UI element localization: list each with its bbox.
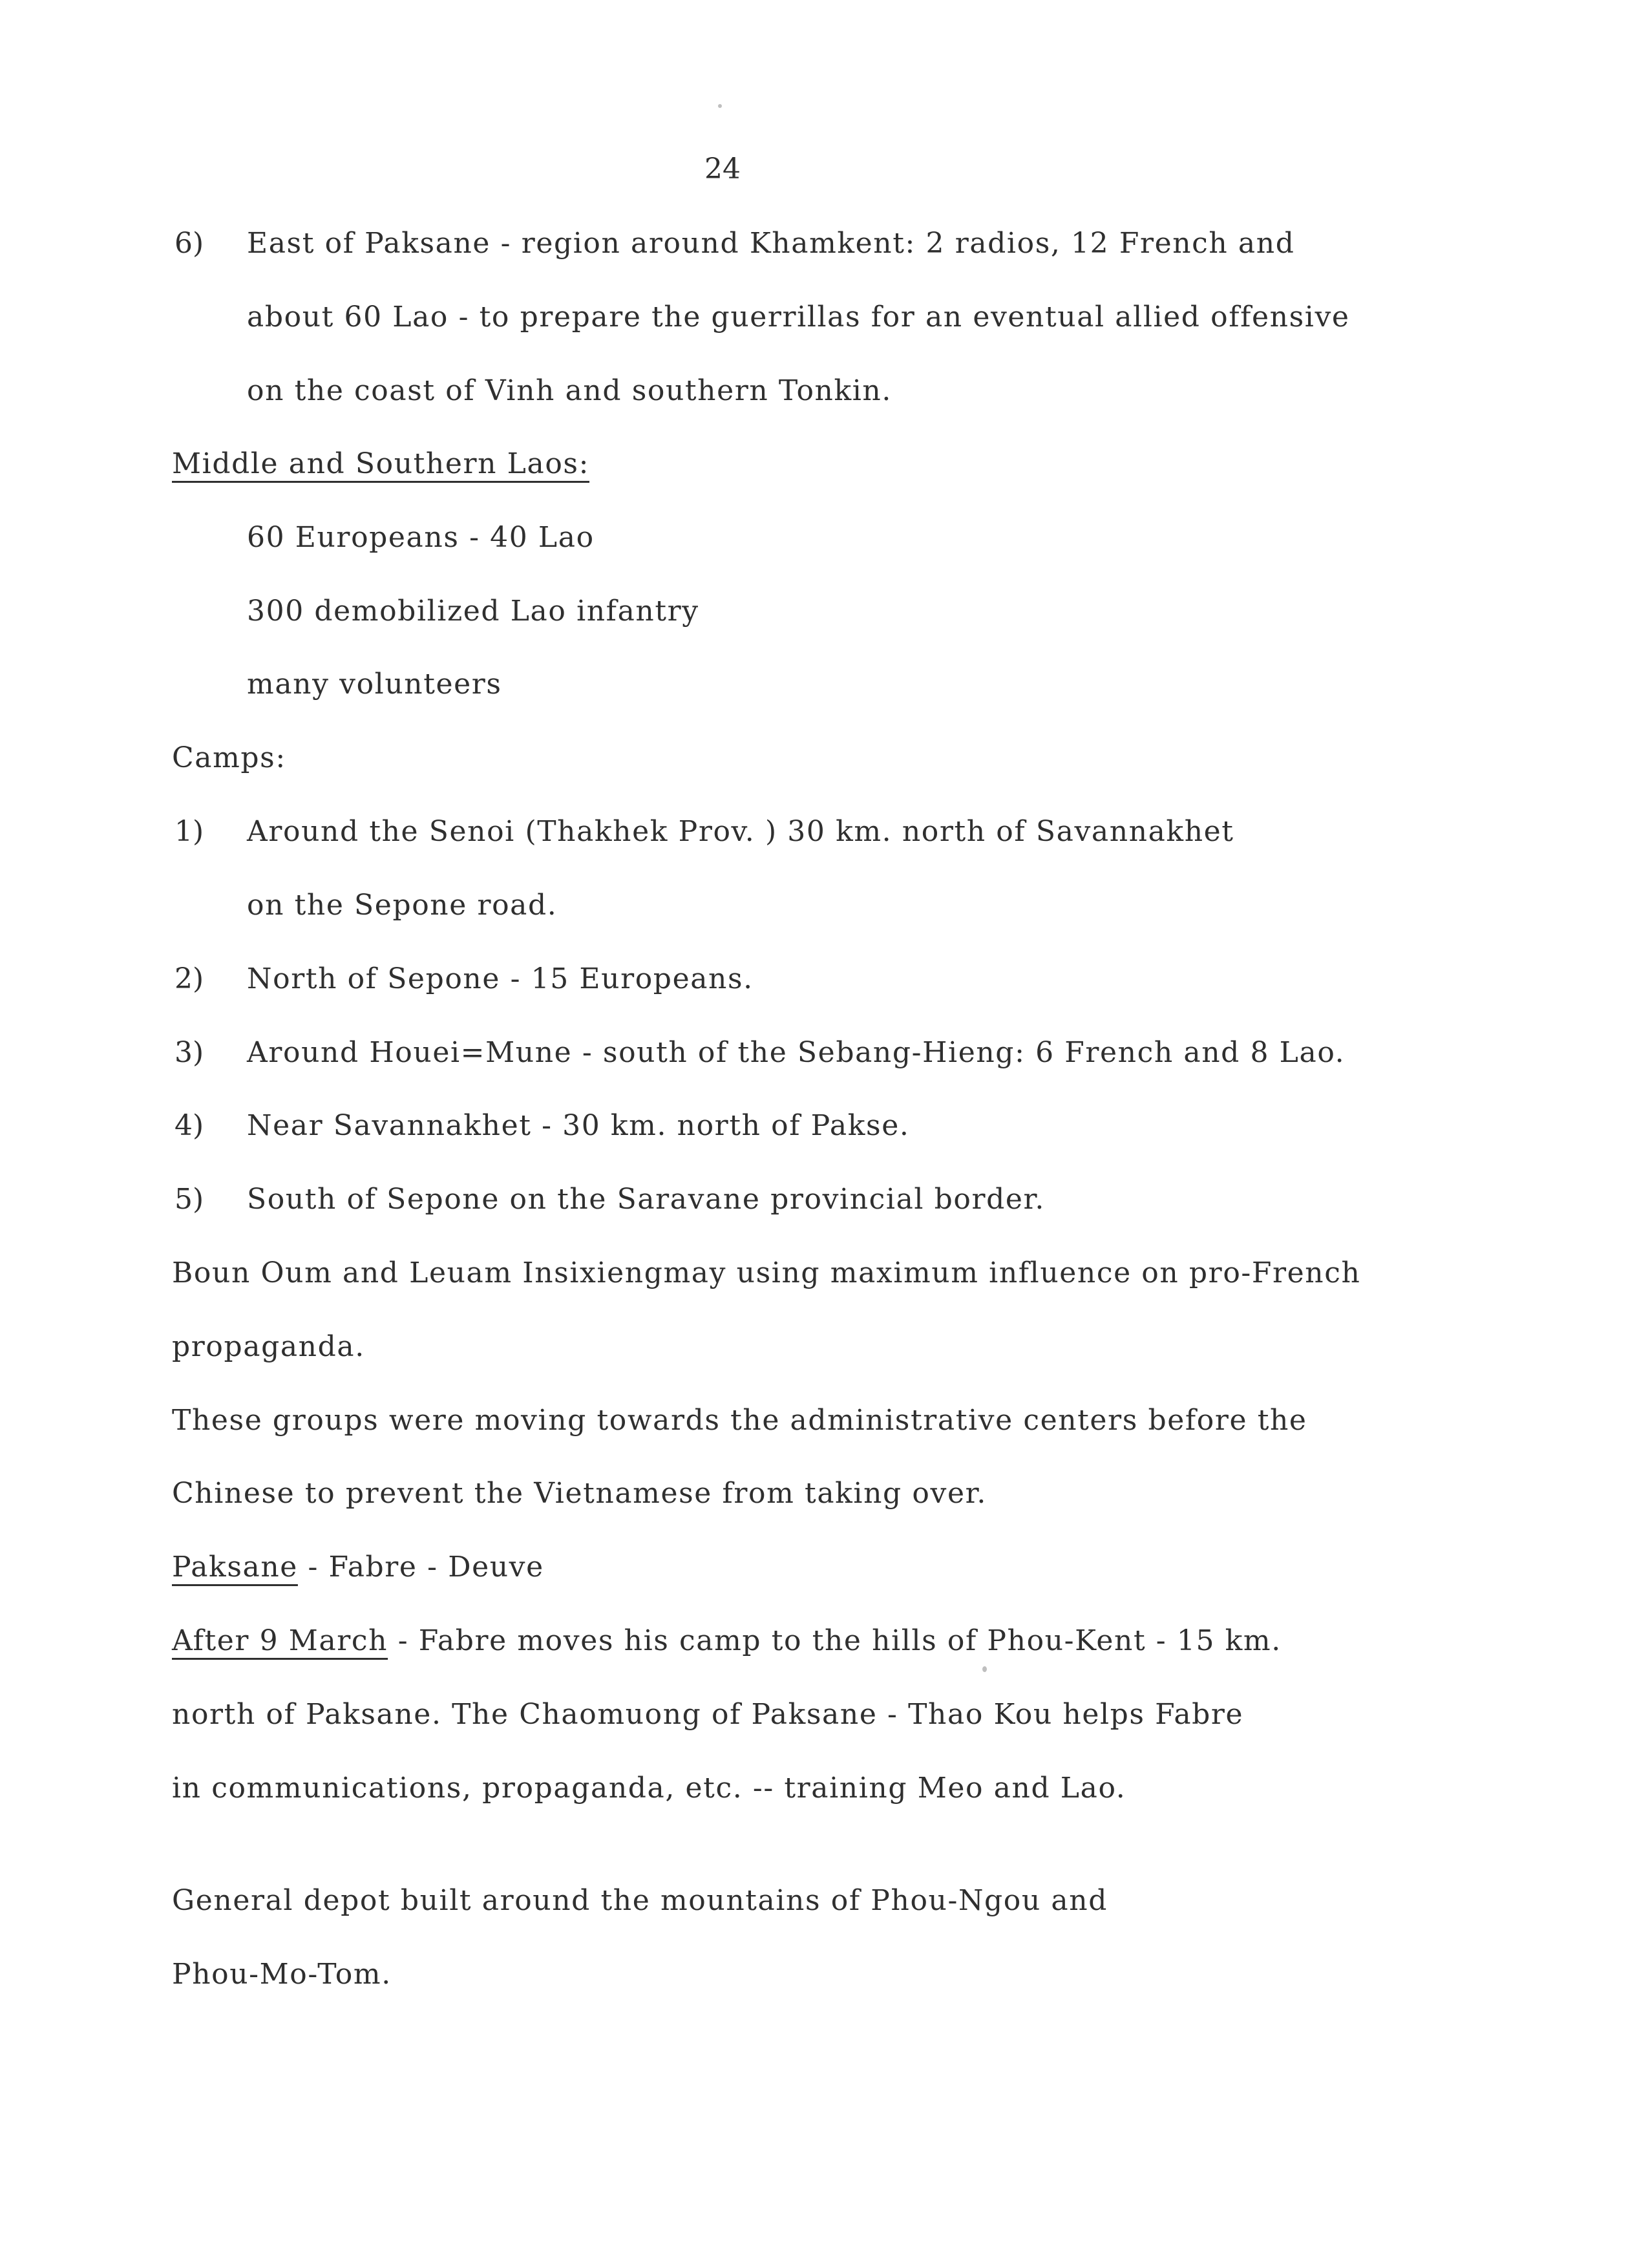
camp-1-line-2: on the Sepone road. — [247, 889, 558, 922]
groups-paragraph-line-2: Chinese to prevent the Vietnamese from taking over. — [172, 1477, 987, 1510]
paksane-underlined: Paksane — [172, 1551, 298, 1584]
middle-southern-item-2: 300 demobilized Lao infantry — [247, 595, 699, 628]
groups-paragraph-line-1: These groups were moving towards the administrative centers before the — [172, 1404, 1307, 1437]
depot-line-2: Phou-Mo-Tom. — [172, 1958, 392, 1991]
depot-line-1: General depot built around the mountains of Phou-Ngou and — [172, 1884, 1108, 1917]
camp-1-number: 1) — [174, 815, 204, 848]
camp-2-number: 2) — [174, 962, 204, 995]
ink-speck — [718, 104, 722, 108]
after-march-line-2: north of Paksane. The Chaomuong of Paksane - Thao Kou helps Fabre — [172, 1698, 1244, 1731]
boun-oum-paragraph-line-2: propaganda. — [172, 1330, 365, 1363]
camps-heading: Camps: — [172, 741, 286, 774]
item-6-number: 6) — [174, 227, 204, 260]
ink-speck — [982, 1666, 987, 1672]
camp-5-number: 5) — [174, 1183, 204, 1216]
after-march-line-1 — [172, 1624, 1282, 1658]
camp-4-line-1: Near Savannakhet - 30 km. north of Pakse. — [247, 1109, 910, 1142]
middle-southern-item-1: 60 Europeans - 40 Lao — [247, 521, 595, 554]
after-march-line-3: in communications, propaganda, etc. -- training Meo and Lao. — [172, 1772, 1126, 1805]
boun-oum-paragraph-line-1: Boun Oum and Leuam Insixiengmay using maximum influence on pro-French — [172, 1256, 1361, 1289]
camp-3-line-1: Around Houei=Mune - south of the Sebang-Hieng: 6 French and 8 Lao. — [247, 1036, 1346, 1069]
after-march-rest: - Fabre moves his camp to the hills of Phou-Kent - 15 km. — [388, 1624, 1282, 1657]
camp-5-line-1: South of Sepone on the Saravane provincial border. — [247, 1183, 1045, 1216]
item-6-line-3: on the coast of Vinh and southern Tonkin. — [247, 374, 892, 407]
middle-southern-item-3: many volunteers — [247, 668, 502, 701]
item-6-line-1: East of Paksane - region around Khamkent: 2 radios, 12 French and — [247, 227, 1295, 260]
camp-4-number: 4) — [174, 1109, 204, 1142]
camp-2-line-1: North of Sepone - 15 Europeans. — [247, 962, 754, 995]
camp-1-line-1: Around the Senoi (Thakhek Prov. ) 30 km. north of Savannakhet — [247, 815, 1234, 848]
item-6-line-2: about 60 Lao - to prepare the guerrillas for an eventual allied offensive — [247, 301, 1350, 334]
middle-southern-heading: Middle and Southern Laos: — [172, 447, 590, 480]
paksane-line — [172, 1551, 544, 1584]
paksane-rest: - Fabre - Deuve — [297, 1551, 544, 1584]
camp-3-number: 3) — [174, 1036, 204, 1069]
after-march-underlined: After 9 March — [172, 1624, 388, 1657]
page-number: 24 — [704, 153, 741, 185]
